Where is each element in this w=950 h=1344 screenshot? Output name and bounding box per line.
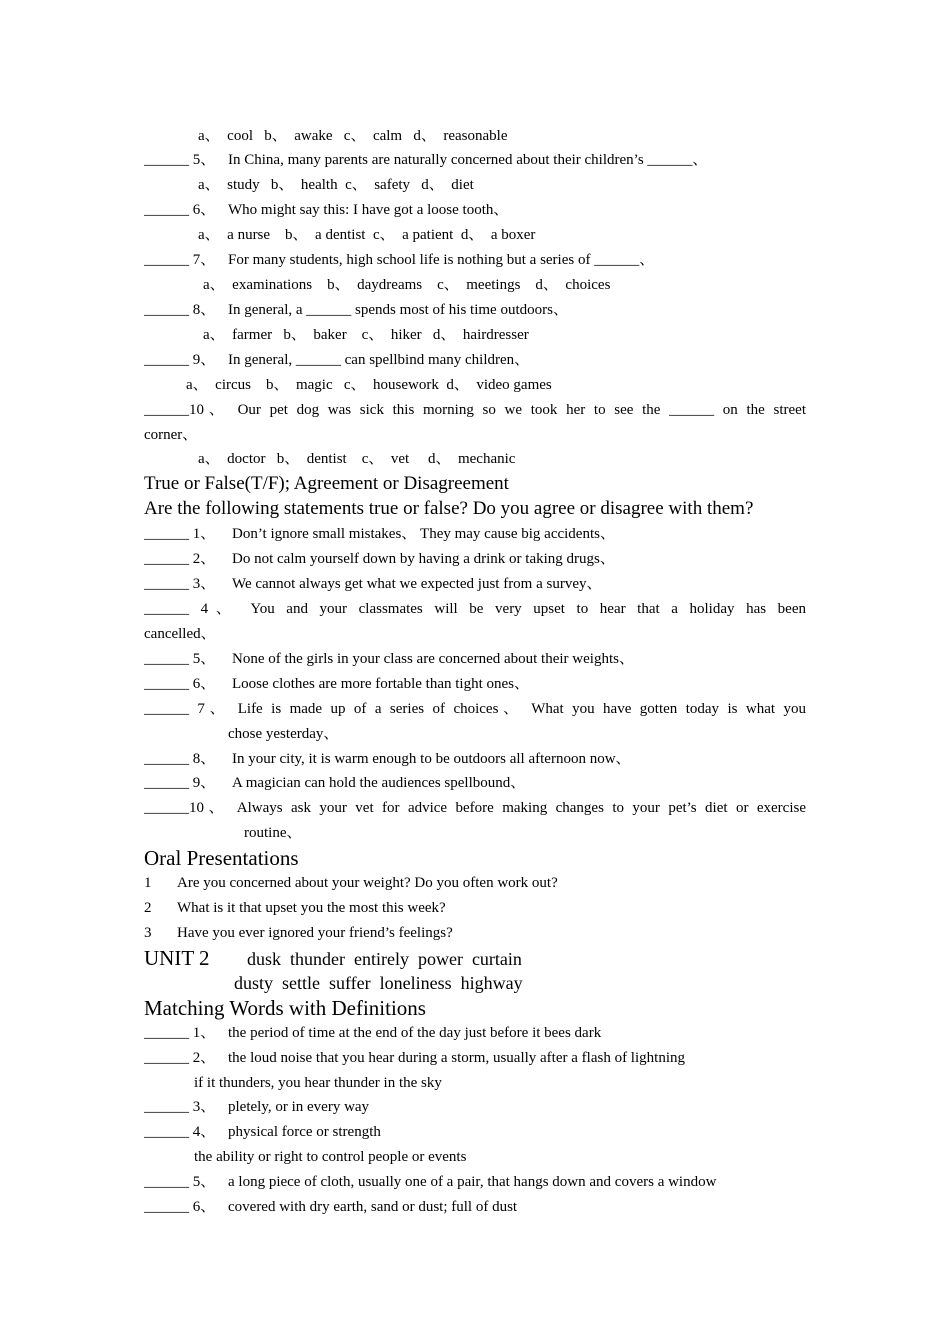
question-8-options: a、 farmer b、 baker c、 hiker d、 hairdresser: [203, 326, 529, 343]
tf-item-2: [144, 547, 806, 572]
unit-label: UNIT 2: [144, 945, 210, 970]
tf-item-4-continuation: cancelled、: [144, 625, 216, 642]
question-text: In general, a ______ spends most of his time outdoors、: [228, 301, 568, 318]
question-label: ______ 8、: [144, 301, 216, 318]
question-label: ______10、: [144, 401, 229, 418]
question-6-prompt: [144, 198, 806, 223]
item-label: ______ 9、: [144, 775, 216, 792]
question-text: Who might say this: I have got a loose tooth、: [228, 202, 509, 219]
matching-item-2: [144, 1046, 806, 1071]
item-label: ______ 2、: [144, 1049, 216, 1066]
item-text: pletely, or in every way: [228, 1099, 370, 1116]
question-text: In China, many parents are naturally concerned about their children’s ______、: [228, 152, 708, 169]
unit-words-row-2: [144, 971, 806, 996]
matching-item-3: [144, 1095, 806, 1120]
tf-item-6: [144, 672, 806, 697]
item-number: 1: [144, 875, 152, 892]
item-text: In your city, it is warm enough to be outdoors all afternoon now、: [232, 750, 631, 767]
item-label: ______ 6、: [144, 675, 216, 692]
matching-item-1: [144, 1021, 806, 1046]
item-label: ______ 1、: [144, 1024, 216, 1041]
matching-item-6: [144, 1195, 806, 1220]
question-6-options: a、 a nurse b、 a dentist c、 a patient d、 a boxer: [198, 227, 536, 244]
item-text: Loose clothes are more fortable than tight ones、: [232, 675, 529, 692]
item-label: ______ 1、: [144, 526, 216, 543]
item-text: None of the girls in your class are concerned about their weights、: [232, 650, 634, 667]
item-text: the period of time at the end of the day just before it bees dark: [228, 1024, 602, 1041]
matching-item-4-extra: the ability or right to control people or events: [194, 1149, 467, 1166]
oral-item-1: [144, 871, 806, 896]
question-9-options: a、 circus b、 magic c、 housework d、 video games: [186, 376, 552, 393]
matching-item-2-extra: if it thunders, you hear thunder in the sky: [194, 1074, 442, 1091]
unit-heading: [144, 946, 806, 971]
worksheet-content: [144, 124, 806, 1221]
tf-item-9: [144, 771, 806, 796]
question-7-options: a、 examinations b、 daydreams c、 meetings d、 choices: [203, 277, 611, 294]
tf-item-7: [144, 697, 806, 722]
item-number: 2: [144, 900, 152, 917]
item-label: ______ 3、: [144, 576, 216, 593]
question-8-prompt: [144, 298, 806, 323]
item-text: Life is made up of a series of choices、 What you have gotten today is what you: [237, 700, 806, 717]
question-label: ______ 7、: [144, 252, 216, 269]
item-text: A magician can hold the audiences spellbound、: [232, 775, 526, 792]
item-text: Always ask your vet for advice before making changes to your pet’s diet or exercise: [236, 800, 806, 817]
item-label: ______10、: [144, 800, 229, 817]
oral-presentations-heading: Oral Presentations: [144, 846, 299, 871]
question-text: In general, ______ can spellbind many children、: [228, 351, 530, 368]
tf-item-10: [144, 796, 806, 821]
item-label: ______ 8、: [144, 750, 216, 767]
tf-item-8: [144, 747, 806, 772]
question-label: ______ 9、: [144, 351, 216, 368]
item-text: covered with dry earth, sand or dust; full of dust: [228, 1199, 518, 1216]
matching-item-4: [144, 1120, 806, 1145]
question-5-prompt: [144, 148, 806, 173]
question-9-prompt: [144, 348, 806, 373]
item-label: ______ 6、: [144, 1199, 216, 1216]
unit-words-line-1: dusk thunder entirely power curtain: [247, 948, 522, 969]
question-10-continuation: corner、: [144, 426, 198, 443]
question-10-options: a、 doctor b、 dentist c、 vet d、 mechanic: [198, 451, 516, 468]
item-text: You and your classmates will be very upset to hear that a holiday has been: [250, 601, 806, 618]
item-label: ______ 5、: [144, 1174, 216, 1191]
item-text: Don’t ignore small mistakes、 They may cause big accidents、: [232, 526, 615, 543]
tf-item-3: [144, 572, 806, 597]
item-text: We cannot always get what we expected just from a survey、: [232, 576, 602, 593]
true-false-instruction: Are the following statements true or false? Do you agree or disagree with them?: [144, 498, 754, 520]
item-text: Do not calm yourself down by having a drink or taking drugs、: [232, 551, 615, 568]
tf-item-7-continuation: chose yesterday、: [228, 725, 339, 742]
matching-heading: Matching Words with Definitions: [144, 995, 426, 1020]
oral-item-3: [144, 921, 806, 946]
item-label: ______ 5、: [144, 650, 216, 667]
item-text: physical force or strength: [228, 1124, 381, 1141]
matching-item-5: [144, 1170, 806, 1195]
question-label: ______ 6、: [144, 202, 216, 219]
tf-item-4: [144, 597, 806, 622]
item-label: ______ 7、: [144, 700, 230, 717]
item-text: What is it that upset you the most this week?: [177, 900, 446, 917]
item-text: the loud noise that you hear during a storm, usually after a flash of lightning: [228, 1049, 685, 1066]
item-text: Are you concerned about your weight? Do you often work out?: [177, 875, 558, 892]
true-false-heading: True or False(T/F); Agreement or Disagreement: [144, 473, 509, 495]
item-number: 3: [144, 925, 152, 941]
tf-item-1: [144, 522, 806, 547]
tf-item-5: [144, 647, 806, 672]
question-5-options: a、 study b、 health c、 safety d、 diet: [198, 177, 474, 194]
question-7-prompt: [144, 248, 806, 273]
oral-item-2: [144, 896, 806, 921]
tf-item-10-continuation: routine、: [244, 825, 302, 842]
question-10-prompt: [144, 398, 806, 423]
question-4-options: a、 cool b、 awake c、 calm d、 reasonable: [198, 127, 508, 144]
item-label: ______ 4、: [144, 601, 239, 618]
question-text: For many students, high school life is nothing but a series of ______、: [228, 252, 655, 269]
item-label: ______ 3、: [144, 1099, 216, 1116]
item-label: ______ 2、: [144, 551, 216, 568]
question-label: ______ 5、: [144, 152, 216, 169]
item-text: a long piece of cloth, usually one of a pair, that hangs down and covers a window: [228, 1174, 717, 1191]
item-text: Have you ever ignored your friend’s feelings?: [177, 925, 453, 941]
question-text: Our pet dog was sick this morning so we took her to see the ______ on the street: [237, 401, 806, 418]
unit-words-line-2: dusty settle suffer loneliness highway: [234, 972, 523, 993]
item-label: ______ 4、: [144, 1124, 216, 1141]
